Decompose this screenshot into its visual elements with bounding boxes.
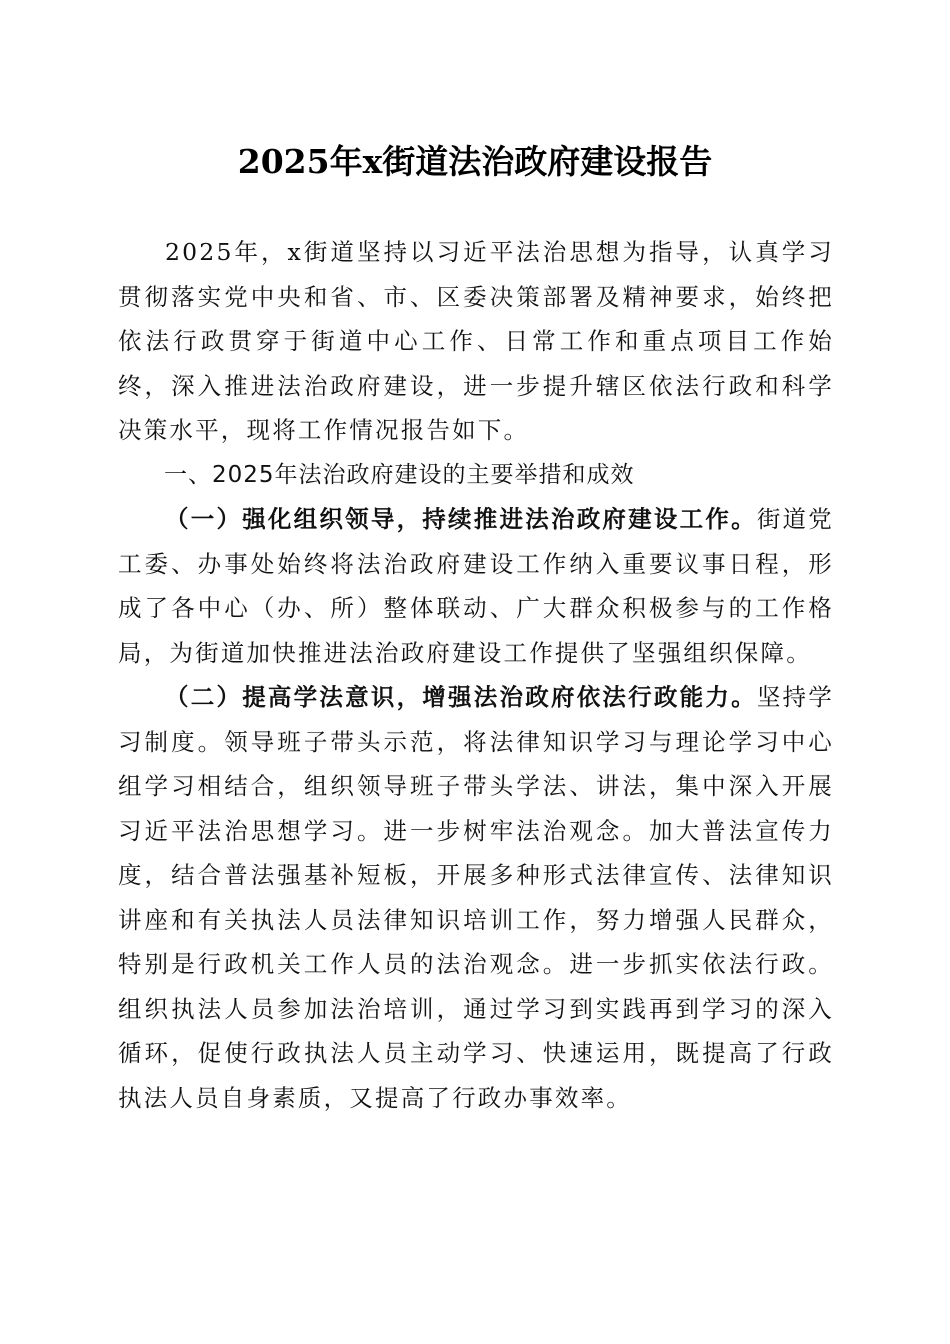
subsection-paragraph-1 xyxy=(118,497,834,675)
subsection-text-2: 坚持学习制度。领导班子带头示范，将法律知识学习与理论学习中心组学习相结合，组织领导班子带头学法、讲法，集中深入开展习近平法治思想学习。进一步树牢法治观念。加大普法宣传力度，结合普法强基补短板，开展多种形式法律宣传、法律知识讲座和有关执法人员法律知识培训工作，努力增强人民群众，特别是行政机关工作人员的法治观念。进一步抓实依法行政。组织执法人员参加法治培训，通过学习到实践再到学习的深入循环，促使行政执法人员主动学习、快速运用，既提高了行政执法人员自身素质，又提高了行政办事效率。 xyxy=(118,683,834,1112)
subsection-text-1: 街道党工委、办事处始终将法治政府建设工作纳入重要议事日程，形成了各中心（办、所）整体联动、广大群众积极参与的工作格局，为街道加快推进法治政府建设工作提供了坚强组织保障。 xyxy=(118,505,834,667)
section-heading: 一、2025年法治政府建设的主要举措和成效 xyxy=(164,461,635,488)
intro-paragraph: 2025年，x街道坚持以习近平法治思想为指导，认真学习贯彻落实党中央和省、市、区委决策部署及精神要求，始终把依法行政贯穿于街道中心工作、日常工作和重点项目工作始终，深入推进法治政府建设，进一步提升辖区依法行政和科学决策水平，现将工作情况报告如下。 xyxy=(118,238,834,444)
subsection-paragraph-2 xyxy=(118,675,834,1120)
document-body xyxy=(118,230,834,1120)
subsection-lead-1: （一）强化组织领导，持续推进法治政府建设工作。 xyxy=(165,505,757,533)
subsection-lead-2: （二）提高学法意识，增强法治政府依法行政能力。 xyxy=(165,683,757,711)
page-title: 2025年x街道法治政府建设报告 xyxy=(237,142,713,181)
